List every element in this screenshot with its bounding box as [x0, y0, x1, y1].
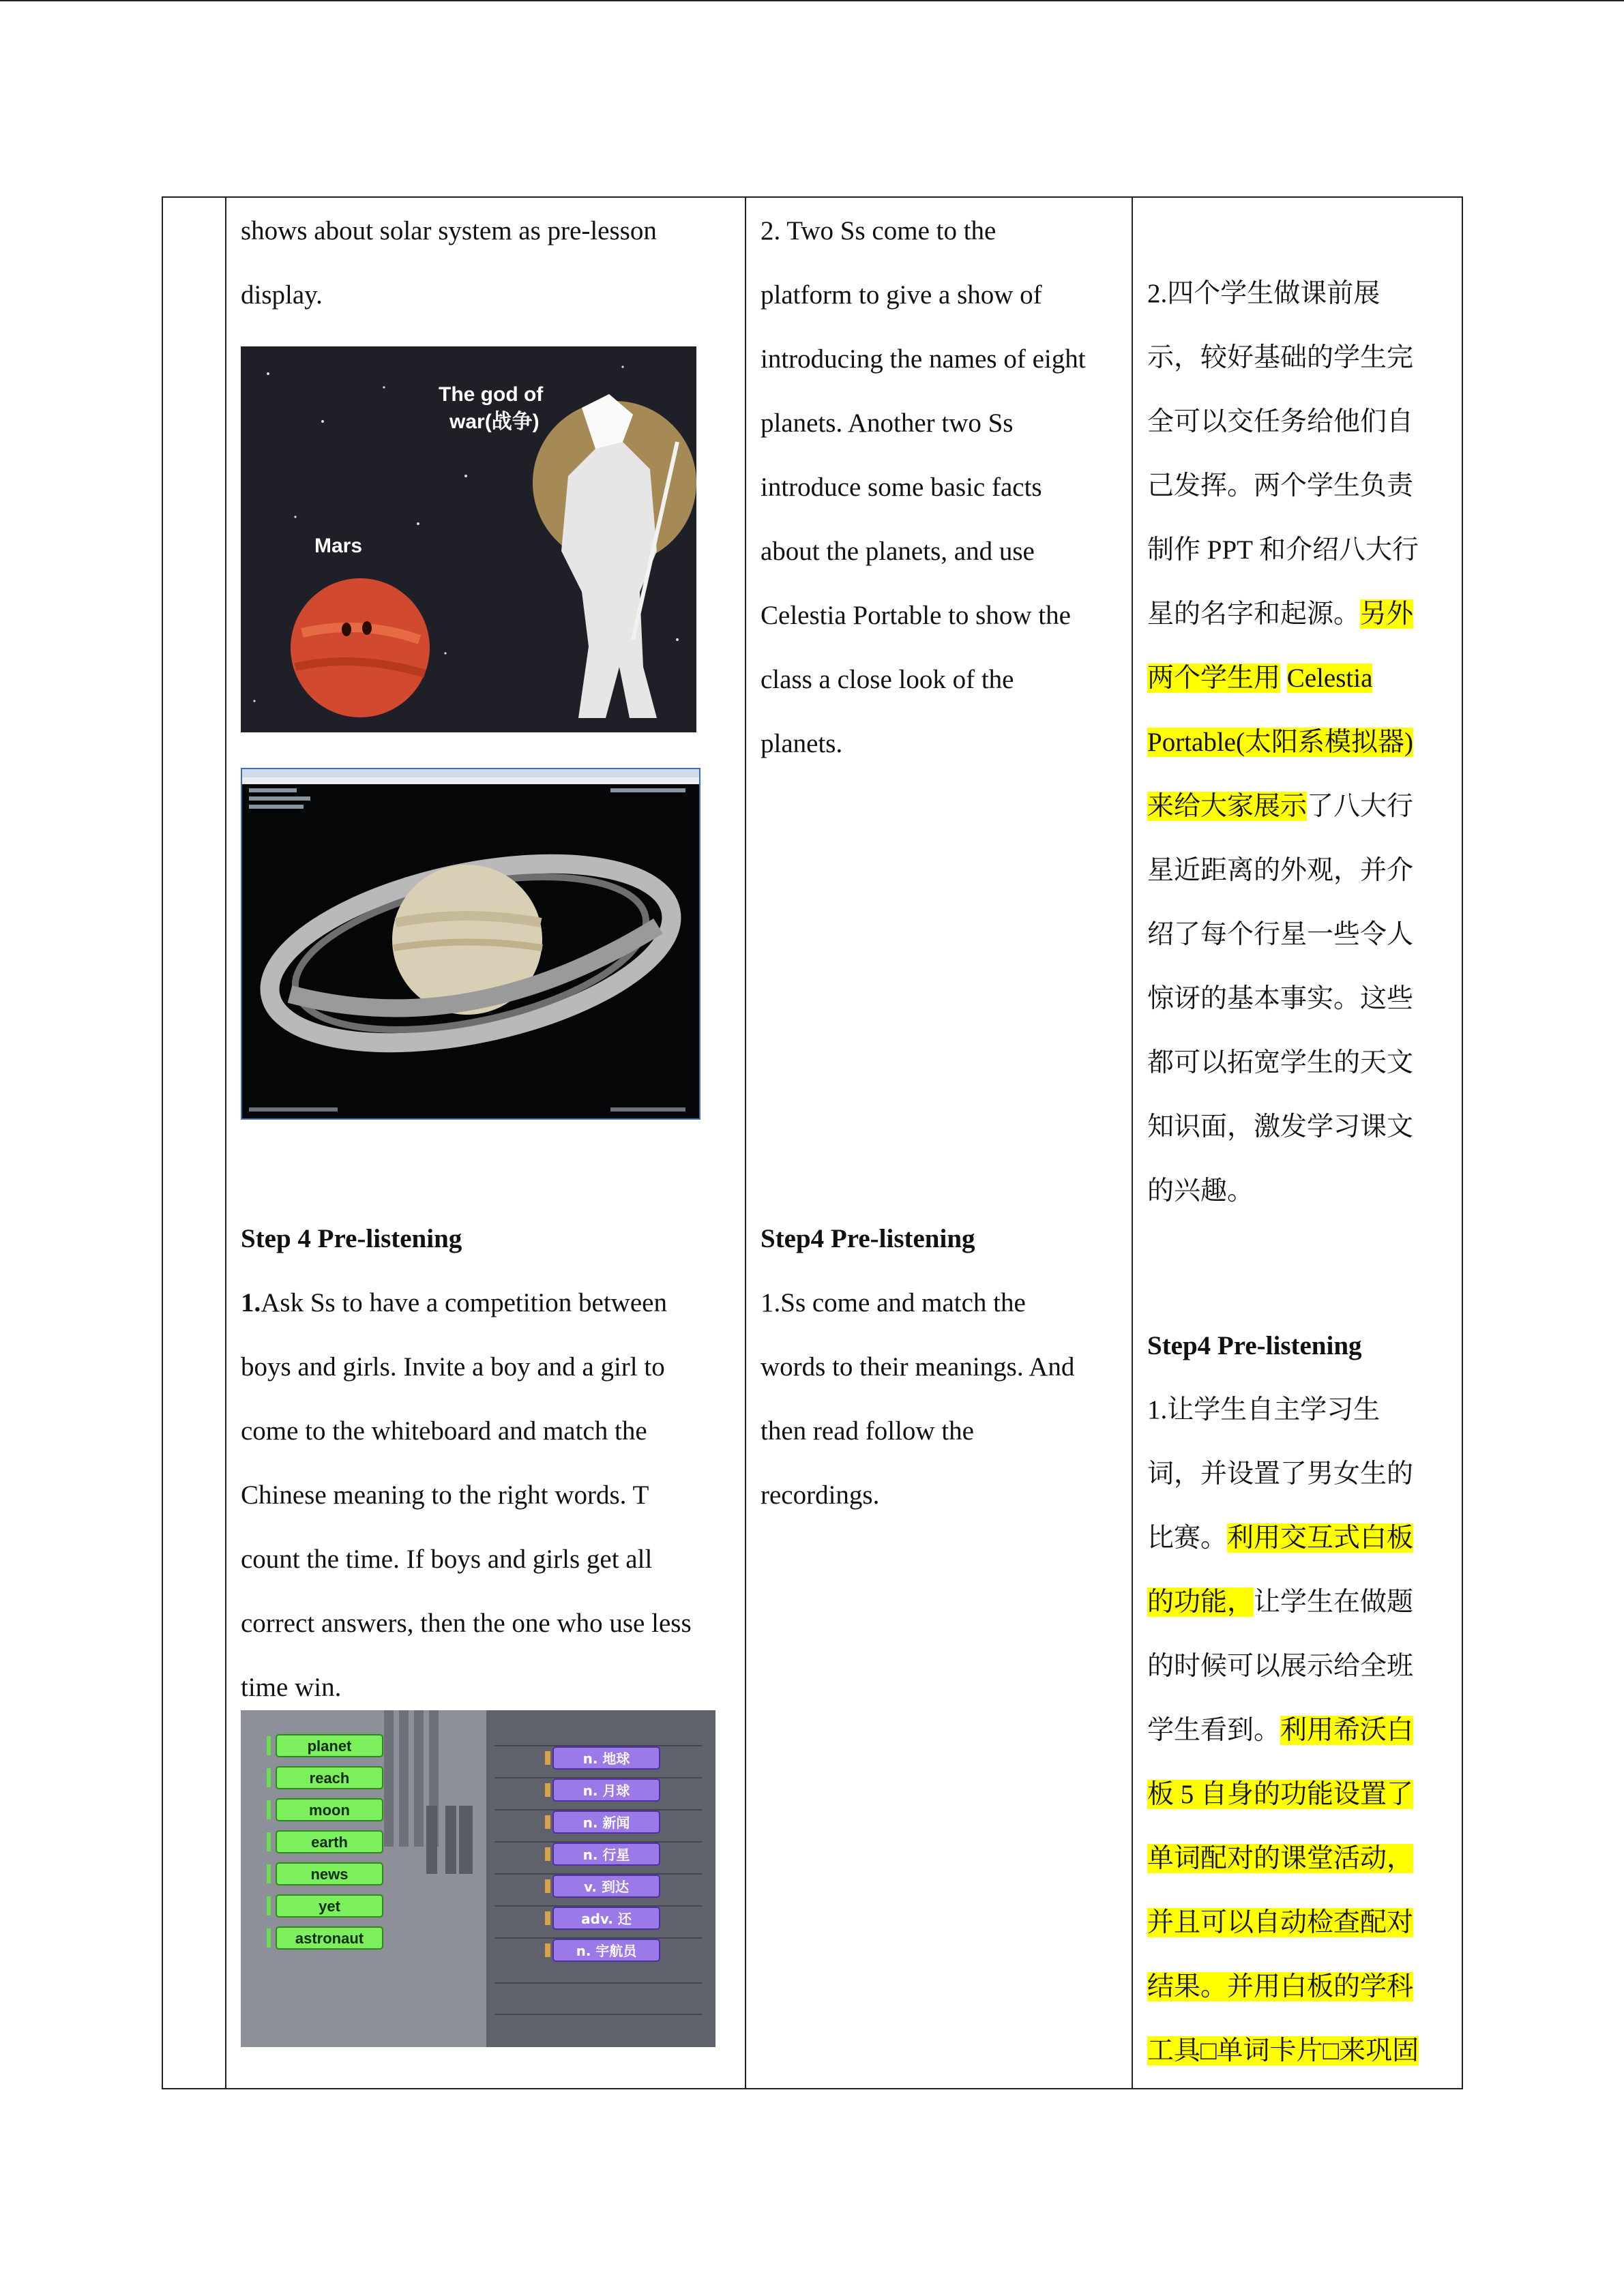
intention-s-line-9: 并且可以自动检查配对: [1147, 1908, 1414, 1937]
intro-line-2: display.: [241, 280, 323, 310]
teacher-step4-line-7: time win.: [241, 1673, 342, 1702]
intention-line-1: 2.四个学生做课前展: [1147, 279, 1381, 308]
intention-s-line-1: 1.让学生自主学习生: [1147, 1395, 1381, 1425]
intention-line-13: 都可以拓宽学生的天文: [1147, 1048, 1414, 1077]
match-meaning-label: n. 月球: [582, 1783, 630, 1799]
intention-s-line-8: 单词配对的课堂活动，: [1147, 1844, 1414, 1873]
student-step4-line-3: then read follow the: [761, 1416, 974, 1446]
match-meaning-label: n. 新闻: [582, 1815, 630, 1831]
intention-line-8: Portable(太阳系模拟器): [1147, 728, 1413, 757]
mars-caption-label: Mars: [314, 535, 363, 557]
saturn-celestia-screenshot: [241, 768, 700, 1120]
intention-s-line-2: 词，并设置了男女生的: [1147, 1459, 1414, 1489]
column-divider-1: [225, 198, 226, 2088]
intention-line-14: 知识面，激发学习课文: [1147, 1112, 1414, 1142]
match-word-label: astronaut: [295, 1930, 364, 1947]
student-step4-line-1: 1.Ss come and match the: [761, 1288, 1026, 1317]
intention-step4-title: Step4 Pre-listening: [1147, 1331, 1362, 1360]
intention-line-2: 示，较好基础的学生完: [1147, 343, 1414, 372]
match-meaning-label: n. 宇航员: [576, 1943, 637, 1959]
teacher-step4-line-3: come to the whiteboard and match the: [241, 1416, 647, 1446]
intention-line-7: 两个学生用 Celestia: [1147, 664, 1373, 693]
mars-warrior-illustration: [241, 346, 696, 732]
match-word-label: reach: [309, 1770, 350, 1787]
student-line-4: planets. Another two Ss: [761, 408, 1014, 438]
teacher-step4-number: 1.: [241, 1288, 261, 1317]
word-matching-whiteboard: [241, 1710, 715, 2047]
student-line-8: class a close look of the: [761, 665, 1014, 694]
match-meaning-label: v. 到达: [584, 1879, 629, 1895]
student-line-6: about the planets, and use: [761, 537, 1035, 566]
teacher-activity-cell: [241, 198, 739, 1959]
lesson-plan-table: [162, 196, 1463, 2089]
intention-line-15: 的兴趣。: [1147, 1176, 1254, 1206]
match-word-label: moon: [309, 1802, 350, 1819]
page-top-rule: [0, 0, 1624, 1]
intention-line-10: 星近距离的外观，并介: [1147, 856, 1414, 885]
intention-s-line-3: 比赛。利用交互式白板: [1147, 1523, 1414, 1553]
intro-line-1: shows about solar system as pre-lesson: [241, 216, 657, 245]
teacher-step4-line-2: boys and girls. Invite a boy and a girl to: [241, 1352, 665, 1382]
design-intention-cell: [1147, 198, 1462, 2066]
student-activity-list: [761, 199, 1129, 776]
intention-line-4: 己发挥。两个学生负责: [1147, 471, 1414, 501]
match-meaning-label: n. 地球: [582, 1750, 630, 1767]
match-word-label: news: [310, 1866, 349, 1883]
column-divider-2: [745, 198, 746, 2088]
intention-line-11: 绍了每个行星一些令人: [1147, 920, 1414, 949]
intention-line-6: 星的名字和起源。另外: [1147, 599, 1414, 629]
teacher-step4-line-4: Chinese meaning to the right words. T: [241, 1480, 649, 1510]
match-word-label: earth: [311, 1834, 348, 1851]
teacher-step4-title: Step 4 Pre-listening: [241, 1224, 462, 1253]
intention-s-line-5: 的时候可以展示给全班: [1147, 1652, 1414, 1681]
intention-s-line-11: 工具□单词卡片□来巩固: [1147, 2036, 1419, 2066]
student-line-5: introduce some basic facts: [761, 473, 1042, 502]
student-line-7: Celestia Portable to show the: [761, 601, 1071, 630]
intention-step4-body: [1147, 1378, 1462, 2083]
student-line-9: planets.: [761, 729, 843, 758]
intention-s-line-7: 板 5 自身的功能设置了: [1147, 1780, 1414, 1809]
intention-line-9: 来给大家展示了八大行: [1147, 792, 1414, 821]
match-word-label: planet: [307, 1738, 352, 1755]
student-line-3: introducing the names of eight: [761, 344, 1086, 374]
student-step4-line-4: recordings.: [761, 1480, 880, 1510]
student-step4-body: [761, 1271, 1129, 1527]
intention-line-12: 惊讶的基本事实。这些: [1147, 984, 1414, 1013]
mars-caption-god: The god of: [439, 383, 544, 406]
teacher-step4-line-1: 1.Ask Ss to have a competition between: [241, 1288, 667, 1317]
mars-caption-war: war(战争): [449, 411, 540, 433]
student-step4-line-2: words to their meanings. And: [761, 1352, 1075, 1382]
student-line-1: 2. Two Ss come to the: [761, 216, 996, 245]
intention-line-5: 制作 PPT 和介绍八大行: [1147, 535, 1419, 565]
column-divider-3: [1132, 198, 1133, 2088]
intention-line-3: 全可以交任务给他们自: [1147, 407, 1414, 436]
match-meaning-label: n. 行星: [582, 1847, 630, 1863]
intention-s-line-4: 的功能，让学生在做题: [1147, 1587, 1414, 1617]
intention-paragraph-1: [1147, 262, 1462, 1223]
teacher-step4-line-5: count the time. If boys and girls get all: [241, 1545, 653, 1574]
student-activity-cell: [761, 198, 1129, 1510]
match-word-label: yet: [319, 1898, 340, 1915]
intention-s-line-10: 结果。并用白板的学科: [1147, 1972, 1414, 2001]
teacher-step4-body: [241, 1271, 739, 1720]
teacher-step4-line-6: correct answers, then the one who use less: [241, 1609, 692, 1638]
intention-s-line-6: 学生看到。利用希沃白: [1147, 1716, 1414, 1745]
student-line-2: platform to give a show of: [761, 280, 1042, 310]
student-step4-title: Step4 Pre-listening: [761, 1224, 975, 1253]
match-meaning-label: adv. 还: [581, 1911, 632, 1927]
